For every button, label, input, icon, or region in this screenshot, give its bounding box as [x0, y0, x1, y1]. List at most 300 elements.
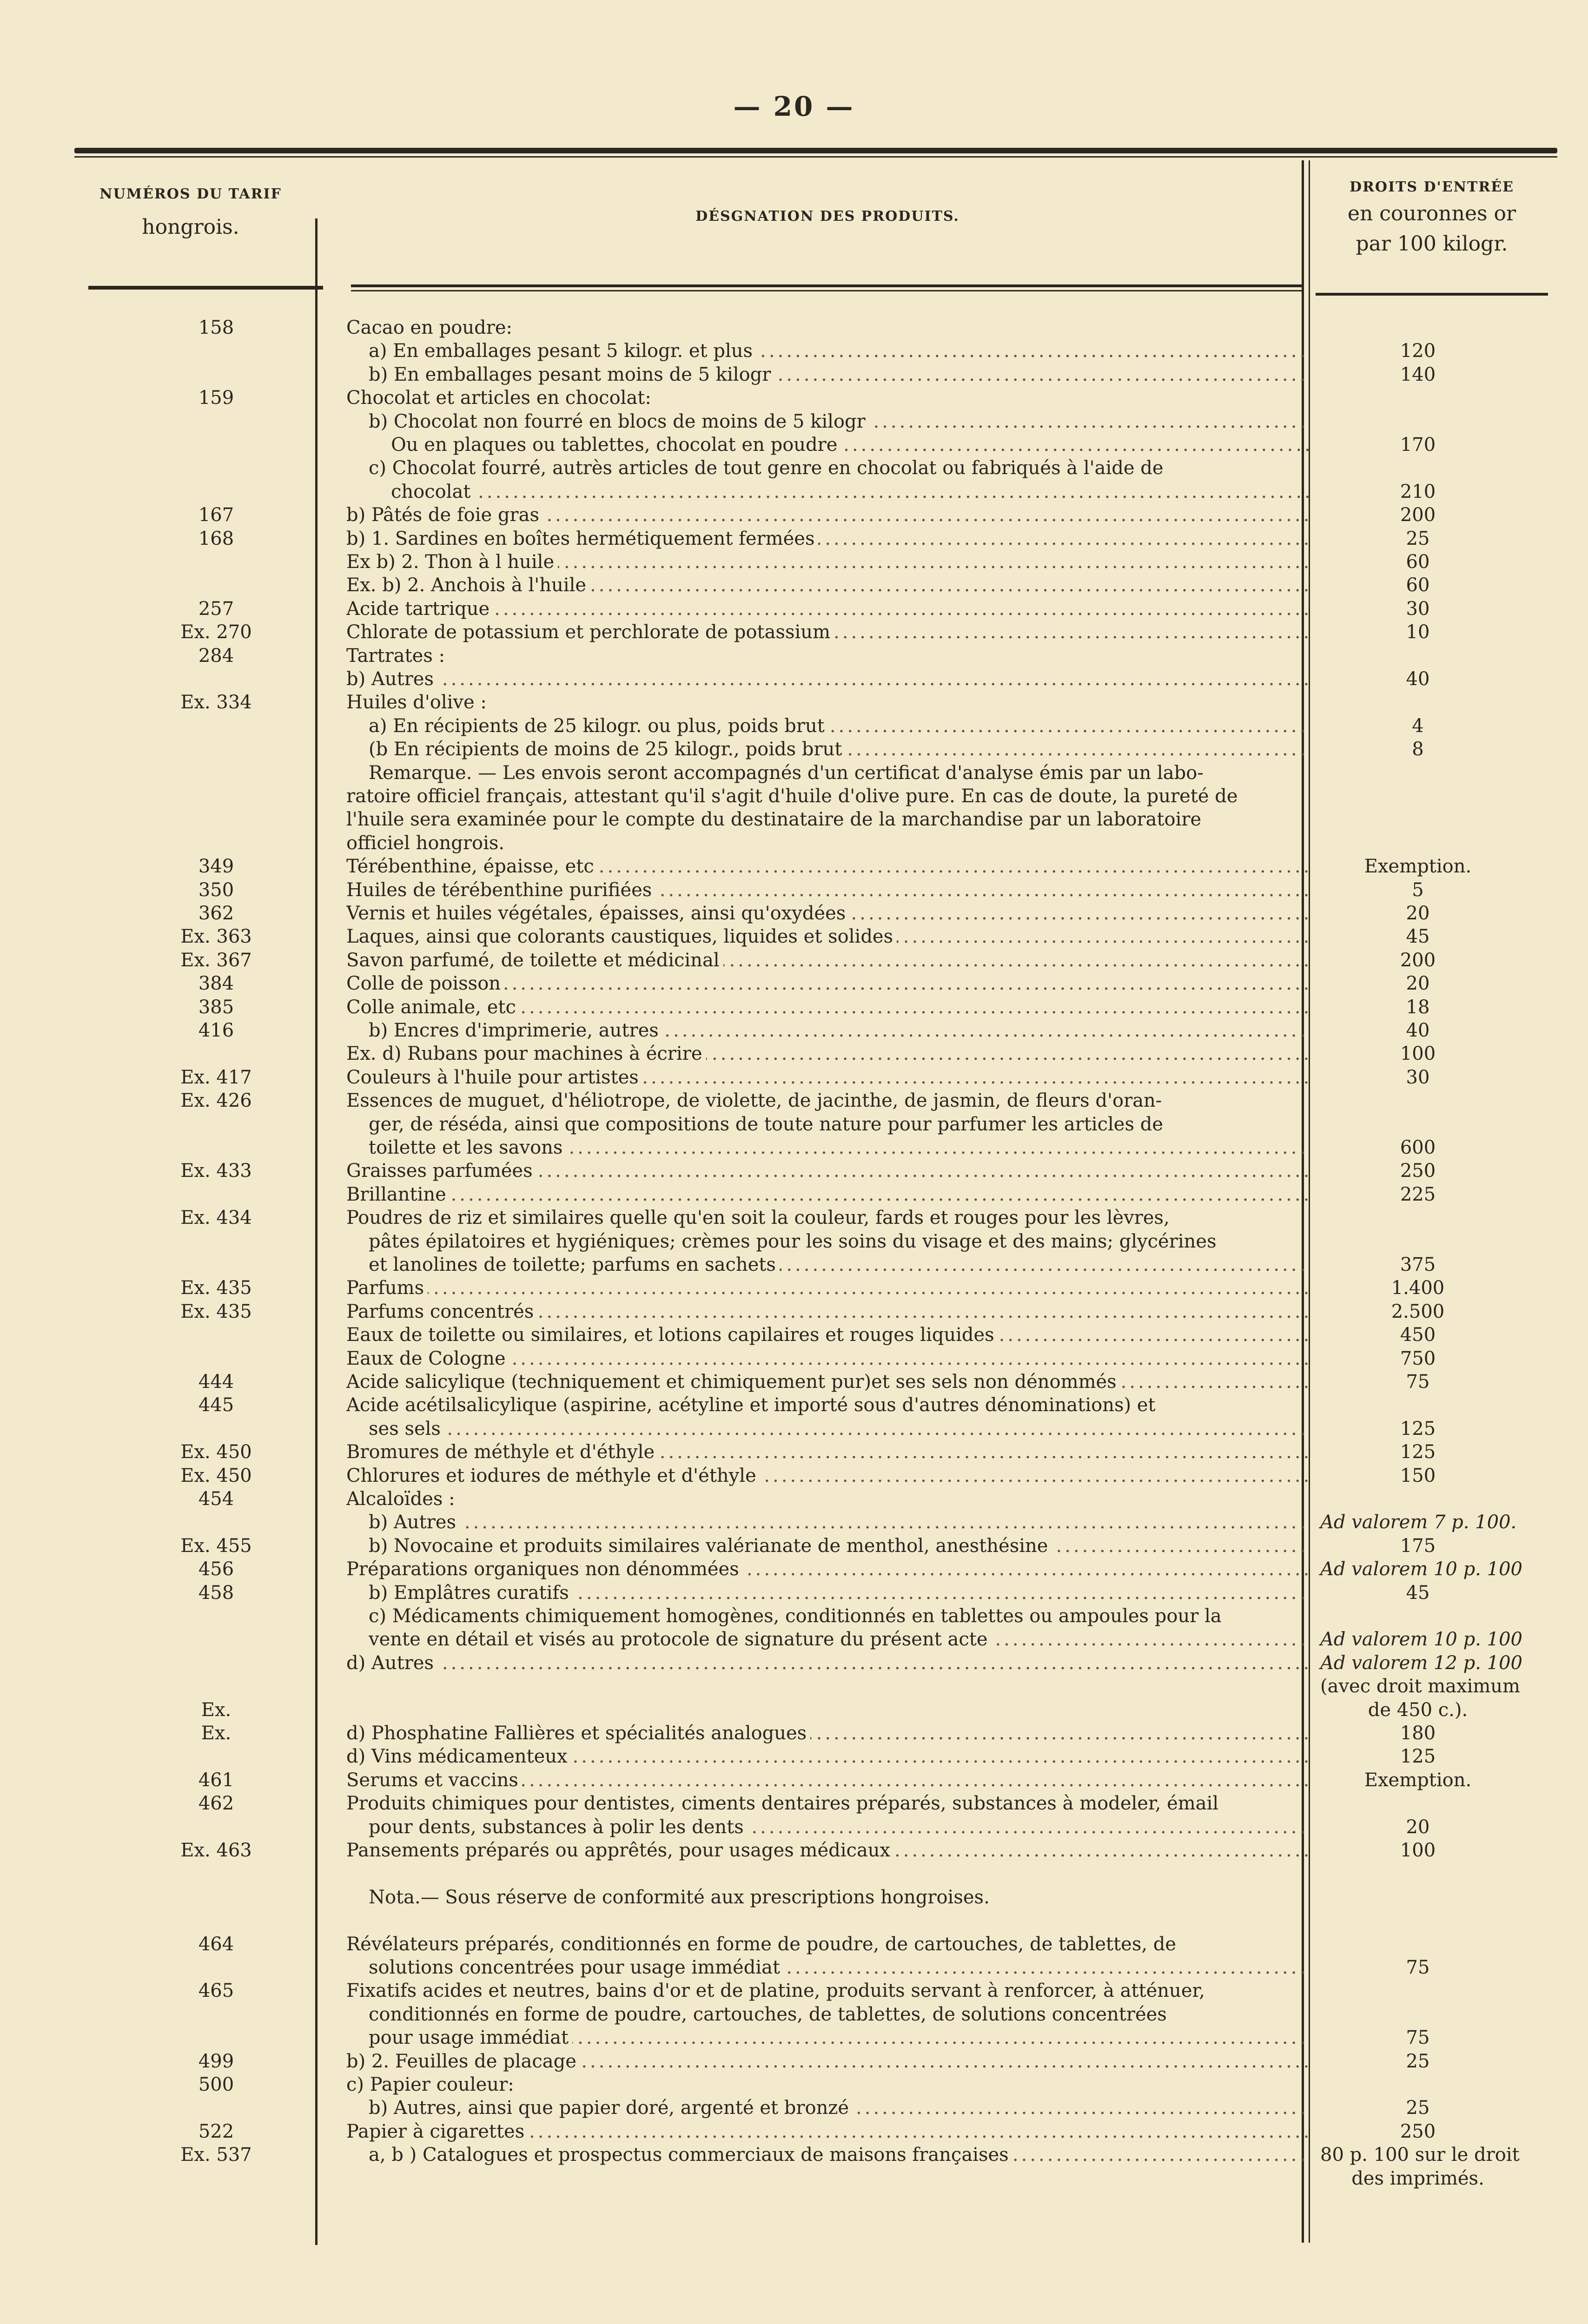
- duty-value: Ad valorem 10 p. 100: [1320, 1558, 1522, 1580]
- product-designation: [346, 972, 1309, 995]
- table-row: [0, 550, 1588, 574]
- product-designation-text: Acide tartrique: [346, 598, 493, 620]
- duty-value: 125: [1400, 1441, 1436, 1463]
- product-designation: [391, 433, 1309, 456]
- table-row: [0, 597, 1588, 621]
- product-designation-text: conditionnés en forme de poudre, cartouches, de tablettes, de solutions concentrées: [369, 2004, 1171, 2025]
- header-col-duties-line1: DROITS D'ENTRÉE: [1349, 179, 1515, 195]
- table-row: [0, 2026, 1588, 2049]
- table-row: [0, 1722, 1588, 1745]
- tariff-number: 464: [198, 1933, 234, 1955]
- product-designation: [369, 2003, 1309, 2026]
- product-designation: [346, 1276, 1309, 1300]
- tariff-number: 444: [198, 1371, 234, 1393]
- product-designation-text: b) Autres: [346, 668, 437, 690]
- tariff-number: 522: [198, 2120, 234, 2142]
- tariff-number: Ex. 417: [180, 1066, 252, 1088]
- tariff-number: 456: [198, 1558, 234, 1580]
- duty-value: 30: [1406, 1066, 1430, 1088]
- product-designation-text: Ex b) 2. Thon à l huile: [346, 551, 558, 573]
- product-designation: [369, 2026, 1309, 2049]
- tariff-number: 500: [198, 2074, 234, 2095]
- tariff-number: 454: [198, 1488, 234, 1510]
- product-designation-text: [346, 1863, 350, 1884]
- header-col-numbers-line2: hongrois.: [142, 215, 239, 239]
- table-row: [0, 1886, 1588, 1909]
- page-number: — 20 —: [733, 91, 855, 122]
- duty-value: 120: [1400, 340, 1436, 362]
- table-row: [0, 339, 1588, 363]
- duty-value: 200: [1400, 949, 1436, 971]
- duty-value: 750: [1400, 1347, 1436, 1369]
- product-designation: [346, 1159, 1309, 1182]
- table-row: [0, 949, 1588, 972]
- product-designation-text: b) Pâtés de foie gras: [346, 504, 543, 526]
- duty-value: Ad valorem 7 p. 100.: [1320, 1512, 1517, 1533]
- table-row: [0, 1511, 1588, 1534]
- duty-value: 60: [1406, 574, 1430, 596]
- table-row: [0, 1558, 1588, 1581]
- table-row: [0, 1159, 1588, 1182]
- product-designation: [346, 855, 1309, 878]
- duty-value: 250: [1400, 2120, 1436, 2142]
- duty-value: 1.400: [1391, 1277, 1445, 1299]
- table-row: [0, 386, 1588, 409]
- table-row: [0, 925, 1588, 948]
- product-designation-text: et lanolines de toilette; parfums en sachets: [369, 1254, 780, 1275]
- tariff-number: 167: [198, 504, 234, 526]
- tariff-number: Ex.: [201, 1723, 232, 1744]
- table-row: [0, 1581, 1588, 1604]
- product-designation-text: (b En récipients de moins de 25 kilogr., poids brut: [369, 739, 846, 760]
- duty-value: 75: [1406, 1371, 1430, 1393]
- tariff-number: Ex. 435: [180, 1301, 252, 1322]
- product-designation-text: a) En récipients de 25 kilogr. ou plus, poids brut: [369, 715, 828, 737]
- product-designation-text: Serums et vaccins: [346, 1769, 522, 1791]
- product-designation: [346, 1206, 1309, 1229]
- table-row: [0, 972, 1588, 995]
- tariff-number: Ex. 367: [180, 949, 252, 971]
- product-designation-text: Ou en plaques ou tablettes, chocolat en poudre: [391, 434, 841, 456]
- duty-value: 175: [1400, 1535, 1436, 1557]
- duty-value: Exemption.: [1364, 1769, 1472, 1791]
- duty-value: 40: [1406, 668, 1430, 690]
- product-designation-text: b) Encres d'imprimerie, autres: [369, 1020, 662, 1041]
- duty-value: 20: [1406, 903, 1430, 924]
- product-designation: [346, 316, 1309, 339]
- tariff-number: Ex. 434: [180, 1207, 252, 1229]
- product-designation: [369, 714, 1309, 738]
- product-designation: [346, 949, 1309, 972]
- product-designation: [346, 832, 1309, 855]
- product-designation: [346, 1347, 1309, 1370]
- product-designation: [369, 456, 1309, 480]
- tariff-number: Ex. 435: [180, 1277, 252, 1299]
- product-designation: [346, 2120, 1309, 2143]
- table-row: [0, 1206, 1588, 1229]
- product-designation-text: Eaux de Cologne: [346, 1348, 509, 1369]
- product-designation-text: d) Vins médicamenteux: [346, 1746, 571, 1767]
- product-designation-text: ger, de réséda, ainsi que compositions de toute nature pour parfumer les articles de: [369, 1114, 1167, 1135]
- product-designation: [369, 738, 1309, 761]
- duty-value: 125: [1400, 1418, 1436, 1439]
- table-row: [0, 808, 1588, 831]
- product-designation: [369, 1511, 1309, 1534]
- tariff-number: 462: [198, 1793, 234, 1815]
- product-designation: [346, 691, 1309, 714]
- tariff-number: Ex. 450: [180, 1465, 252, 1486]
- product-designation-text: Ex. d) Rubans pour machines à écrire: [346, 1043, 706, 1064]
- table-row: [0, 1042, 1588, 1065]
- table-row: [0, 1276, 1588, 1300]
- product-designation-text: Tartrates :: [346, 645, 449, 667]
- table-row: [0, 785, 1588, 808]
- tariff-number: Ex. 455: [180, 1535, 252, 1557]
- table-row: [0, 1136, 1588, 1159]
- table-row: [0, 1628, 1588, 1651]
- product-designation: [369, 1417, 1309, 1440]
- duty-value: 4: [1412, 715, 1424, 737]
- product-designation-text: b) En emballages pesant moins de 5 kilogr: [369, 364, 774, 385]
- duty-value: 30: [1406, 598, 1430, 620]
- product-designation-text: Savon parfumé, de toilette et médicinal: [346, 950, 723, 971]
- product-designation-text: [346, 2168, 350, 2189]
- product-designation-text: c) Médicaments chimiquement homogènes, conditionnés en tablettes ou ampoules pour la: [369, 1605, 1225, 1627]
- table-row: [0, 363, 1588, 386]
- duty-value: 45: [1406, 1582, 1430, 1604]
- table-row: [0, 1300, 1588, 1323]
- product-designation-text: Vernis et huiles végétales, épaisses, ainsi qu'oxydées: [346, 903, 849, 924]
- duty-value: 100: [1400, 1043, 1436, 1065]
- header-col-numbers: [88, 186, 293, 239]
- header-rule-middle-thin: [351, 290, 1302, 291]
- header-col-duties: [1316, 179, 1548, 256]
- table-row: [0, 2003, 1588, 2026]
- product-designation: [346, 667, 1309, 691]
- tariff-number: 445: [198, 1394, 234, 1416]
- table-row: [0, 1816, 1588, 1839]
- product-designation: [346, 597, 1309, 621]
- table-row: [0, 410, 1588, 433]
- duty-value: 5: [1412, 879, 1424, 901]
- table-row: [0, 621, 1588, 644]
- product-designation: [369, 1230, 1309, 1253]
- tariff-number: 465: [198, 1980, 234, 2002]
- product-designation-text: toilette et les savons: [369, 1137, 566, 1158]
- product-designation-text: Brillantine: [346, 1184, 450, 1205]
- product-designation-text: Alcaloïdes :: [346, 1488, 459, 1510]
- product-designation: [346, 1440, 1309, 1464]
- product-designation-text: Remarque. — Les envois seront accompagnés d'un certificat d'analyse émis par un labo-: [369, 762, 1207, 784]
- product-designation-text: Colle de poisson: [346, 973, 504, 994]
- product-designation: [369, 1816, 1309, 1839]
- product-designation: [369, 1886, 1309, 1909]
- table-row: [0, 1113, 1588, 1136]
- product-designation-text: Ex. b) 2. Anchois à l'huile: [346, 574, 590, 596]
- product-designation: [346, 1089, 1309, 1112]
- tariff-number: Ex. 450: [180, 1441, 252, 1463]
- product-designation: [346, 1769, 1309, 1792]
- table-row: [0, 832, 1588, 855]
- product-designation: [346, 808, 1309, 831]
- duty-value: de 450 c.).: [1368, 1699, 1468, 1721]
- header-col-duties-line3: par 100 kilogr.: [1356, 232, 1508, 256]
- product-designation: [346, 1558, 1309, 1581]
- duty-value: 450: [1400, 1324, 1436, 1346]
- product-designation: [346, 1909, 1309, 1932]
- product-designation: [346, 1745, 1309, 1768]
- duty-value: Ad valorem 12 p. 100: [1320, 1652, 1522, 1674]
- duty-value: 18: [1406, 996, 1430, 1018]
- table-row: [0, 574, 1588, 597]
- product-designation-text: b) Emplâtres curatifs: [369, 1582, 573, 1604]
- table-row: [0, 714, 1588, 738]
- duty-value: 210: [1400, 481, 1436, 502]
- product-designation-text: pour usage immédiat: [369, 2027, 572, 2048]
- product-designation: [346, 1722, 1309, 1745]
- table-row: [0, 644, 1588, 667]
- tariff-number: 349: [198, 856, 234, 878]
- table-row: [0, 761, 1588, 785]
- table-row: [0, 1956, 1588, 1979]
- tariff-number: Ex. 426: [180, 1090, 252, 1112]
- table-row: [0, 1089, 1588, 1112]
- duty-value: Ad valorem 10 p. 100: [1320, 1629, 1522, 1651]
- duty-value: 250: [1400, 1160, 1436, 1182]
- product-designation: [346, 503, 1309, 527]
- top-rule-thin: [74, 156, 1557, 158]
- product-designation-text: Essences de muguet, d'héliotrope, de violette, de jacinthe, de jasmin, de fleurs d'oran-: [346, 1090, 1165, 1111]
- tariff-number: Ex.: [201, 1699, 232, 1721]
- product-designation-text: a, b ) Catalogues et prospectus commerciaux de maisons françaises: [369, 2144, 1012, 2166]
- product-designation: [369, 1253, 1309, 1276]
- table-row: [0, 1862, 1588, 1885]
- product-designation: [391, 480, 1309, 503]
- product-designation-text: Bromures de méthyle et d'éthyle: [346, 1441, 658, 1463]
- duty-value: 25: [1406, 2097, 1430, 2119]
- product-designation-text: [346, 1676, 350, 1697]
- table-row: [0, 2050, 1588, 2073]
- product-designation: [369, 1604, 1309, 1628]
- product-designation: [346, 1042, 1309, 1065]
- table-row: [0, 1019, 1588, 1042]
- duty-value: 20: [1406, 1816, 1430, 1838]
- product-designation: [369, 1534, 1309, 1558]
- duty-value: 225: [1400, 1183, 1436, 1205]
- product-designation: [346, 1487, 1309, 1511]
- table-row: [0, 667, 1588, 691]
- product-designation-text: Nota.— Sous réserve de conformité aux prescriptions hongroises.: [369, 1887, 993, 1908]
- table-row: [0, 1769, 1588, 1792]
- product-designation: [346, 1651, 1309, 1675]
- table-row: [0, 1534, 1588, 1558]
- table-row: [0, 691, 1588, 714]
- product-designation: [346, 527, 1309, 550]
- product-designation-text: [346, 1699, 350, 1721]
- product-designation: [346, 1393, 1309, 1417]
- product-designation: [346, 644, 1309, 667]
- product-designation-text: b) Chocolat non fourré en blocs de moins de 5 kilogr: [369, 411, 869, 432]
- product-designation: [369, 1113, 1309, 1136]
- product-designation: [346, 1839, 1309, 1862]
- product-designation-text: Cacao en poudre:: [346, 317, 516, 338]
- table-row: [0, 1651, 1588, 1675]
- table-row: [0, 878, 1588, 902]
- product-designation: [346, 2073, 1309, 2096]
- duty-value: 200: [1400, 504, 1436, 526]
- duty-value: 375: [1400, 1254, 1436, 1275]
- table-row: [0, 1979, 1588, 2002]
- table-row: [0, 1745, 1588, 1768]
- product-designation: [346, 1323, 1309, 1347]
- product-designation-text: b) 2. Feuilles de placage: [346, 2051, 580, 2072]
- duty-value: 180: [1400, 1723, 1436, 1744]
- product-designation-text: b) 1. Sardines en boîtes hermétiquement fermées: [346, 528, 818, 549]
- product-designation: [346, 2167, 1309, 2190]
- table-row: [0, 1440, 1588, 1464]
- tariff-number: Ex. 334: [180, 692, 252, 713]
- product-designation: [346, 1066, 1309, 1089]
- duty-value: 40: [1406, 1020, 1430, 1041]
- table-row: [0, 2143, 1588, 2166]
- product-designation-text: Graisses parfumées: [346, 1160, 536, 1182]
- header-rule-right: [1316, 293, 1548, 296]
- duty-value: 100: [1400, 1840, 1436, 1861]
- table-row: [0, 456, 1588, 480]
- duty-value: 170: [1400, 434, 1436, 456]
- product-designation-text: Chlorures et iodures de méthyle et d'éthyle: [346, 1465, 760, 1486]
- duty-value: 25: [1406, 2050, 1430, 2072]
- duty-value: des imprimés.: [1351, 2167, 1484, 2189]
- product-designation-text: a) En emballages pesant 5 kilogr. et plus: [369, 340, 756, 362]
- product-designation: [369, 1019, 1309, 1042]
- tariff-number: 458: [198, 1582, 234, 1604]
- table-row: [0, 1698, 1588, 1722]
- table-row: [0, 1487, 1588, 1511]
- product-designation: [346, 2050, 1309, 2073]
- product-designation-text: Laques, ainsi que colorants caustiques, liquides et solides: [346, 926, 897, 947]
- product-designation: [369, 339, 1309, 363]
- product-designation-text: d) Phosphatine Fallières et spécialités analogues: [346, 1723, 810, 1744]
- product-designation-text: Pansements préparés ou apprêtés, pour usages médicaux: [346, 1840, 894, 1861]
- product-designation: [369, 410, 1309, 433]
- product-designation: [369, 1956, 1309, 1979]
- product-designation-text: Couleurs à l'huile pour artistes: [346, 1067, 642, 1088]
- product-designation: [369, 2096, 1309, 2119]
- table-row: [0, 1183, 1588, 1206]
- table-row: [0, 1909, 1588, 1932]
- table-row: [0, 1604, 1588, 1628]
- product-designation-text: solutions concentrées pour usage immédiat: [369, 1957, 784, 1978]
- duty-value: 75: [1406, 1957, 1430, 1978]
- product-designation: [346, 574, 1309, 597]
- product-designation: [346, 1675, 1309, 1698]
- duty-value: 45: [1406, 926, 1430, 948]
- table-row: [0, 2167, 1588, 2190]
- product-designation-text: Chlorate de potassium et perchlorate de potassium: [346, 621, 834, 643]
- tariff-number: 159: [198, 387, 234, 409]
- tariff-number: Ex. 363: [180, 926, 252, 948]
- product-designation: [346, 1698, 1309, 1722]
- product-designation-text: Chocolat et articles en chocolat:: [346, 387, 655, 409]
- product-designation-text: ratoire officiel français, attestant qu'il s'agit d'huile d'olive pure. En cas de doute, la pureté de: [346, 786, 1242, 807]
- product-designation-text: Colle animale, etc: [346, 997, 520, 1018]
- table-row: [0, 996, 1588, 1019]
- product-designation: [346, 1792, 1309, 1815]
- table-row: [0, 1792, 1588, 1815]
- top-rule: [74, 148, 1557, 153]
- product-designation-text: Préparations organiques non dénommées: [346, 1558, 743, 1580]
- product-designation-text: Acide salicylique (techniquement et chimiquement pur)et ses sels non dénommés: [346, 1371, 1120, 1393]
- table-row: [0, 2073, 1588, 2096]
- product-designation-text: Parfums: [346, 1277, 428, 1299]
- tariff-number: 362: [198, 903, 234, 924]
- tariff-number: 385: [198, 996, 234, 1018]
- product-designation-text: b) Novocaine et produits similaires valérianate de menthol, anesthésine: [369, 1535, 1052, 1557]
- product-designation: [369, 2143, 1309, 2166]
- table-row: [0, 1933, 1588, 1956]
- product-designation: [346, 785, 1309, 808]
- duty-value: 10: [1406, 621, 1430, 643]
- product-designation-text: Huiles d'olive :: [346, 692, 490, 713]
- product-designation: [346, 1370, 1309, 1393]
- product-designation-text: Acide acétilsalicylique (aspirine, acétyline et importé sous d'autres dénominations) et: [346, 1394, 1159, 1416]
- tariff-number: 499: [198, 2050, 234, 2072]
- duty-value: 2.500: [1391, 1301, 1445, 1322]
- tariff-number: 284: [198, 645, 234, 667]
- product-designation: [346, 878, 1309, 902]
- table-row: [0, 503, 1588, 527]
- product-designation-text: Révélateurs préparés, conditionnés en forme de poudre, de cartouches, de tablettes, de: [346, 1934, 1180, 1955]
- product-designation: [369, 1136, 1309, 1159]
- table-row: [0, 480, 1588, 503]
- product-designation: [346, 902, 1309, 925]
- tariff-number: 416: [198, 1020, 234, 1041]
- product-designation: [346, 550, 1309, 574]
- product-designation-text: c) Papier couleur:: [346, 2074, 518, 2095]
- product-designation-text: l'huile sera examinée pour le compte du destinataire de la marchandise par un laboratoire: [346, 809, 1205, 830]
- header-col-duties-line2: en couronnes or: [1347, 202, 1516, 225]
- product-designation: [346, 1300, 1309, 1323]
- product-designation: [346, 1979, 1309, 2002]
- duty-value: 80 p. 100 sur le droit: [1320, 2144, 1520, 2166]
- header-rule-middle: [351, 284, 1302, 287]
- table-row: [0, 1839, 1588, 1862]
- product-designation-text: pour dents, substances à polir les dents: [369, 1816, 748, 1838]
- product-designation-text: Huiles de térébenthine purifiées: [346, 879, 655, 901]
- table-row: [0, 1230, 1588, 1253]
- duty-value: 75: [1406, 2027, 1430, 2049]
- product-designation: [346, 1183, 1309, 1206]
- table-row: [0, 1675, 1588, 1698]
- table-row: [0, 738, 1588, 761]
- product-designation: [369, 1581, 1309, 1604]
- product-designation: [346, 1862, 1309, 1885]
- product-designation-text: pâtes épilatoires et hygiéniques; crèmes pour les soins du visage et des mains; glycérines: [369, 1231, 1220, 1252]
- product-designation-text: Térébenthine, épaisse, etc: [346, 856, 598, 877]
- table-row: [0, 2120, 1588, 2143]
- product-designation-text: b) Autres: [369, 1512, 460, 1533]
- tariff-number: 384: [198, 973, 234, 995]
- tariff-number: 168: [198, 528, 234, 549]
- duty-value: 20: [1406, 973, 1430, 995]
- product-designation-text: Parfums concentrés: [346, 1301, 537, 1322]
- table-row: [0, 2096, 1588, 2119]
- duty-value: Exemption.: [1364, 856, 1472, 878]
- table-row: [0, 1347, 1588, 1370]
- product-designation-text: Eaux de toilette ou similaires, et lotions capilaires et rouges liquides: [346, 1324, 998, 1346]
- header-col-numbers-line1: NUMÉROS DU TARIF: [99, 186, 282, 202]
